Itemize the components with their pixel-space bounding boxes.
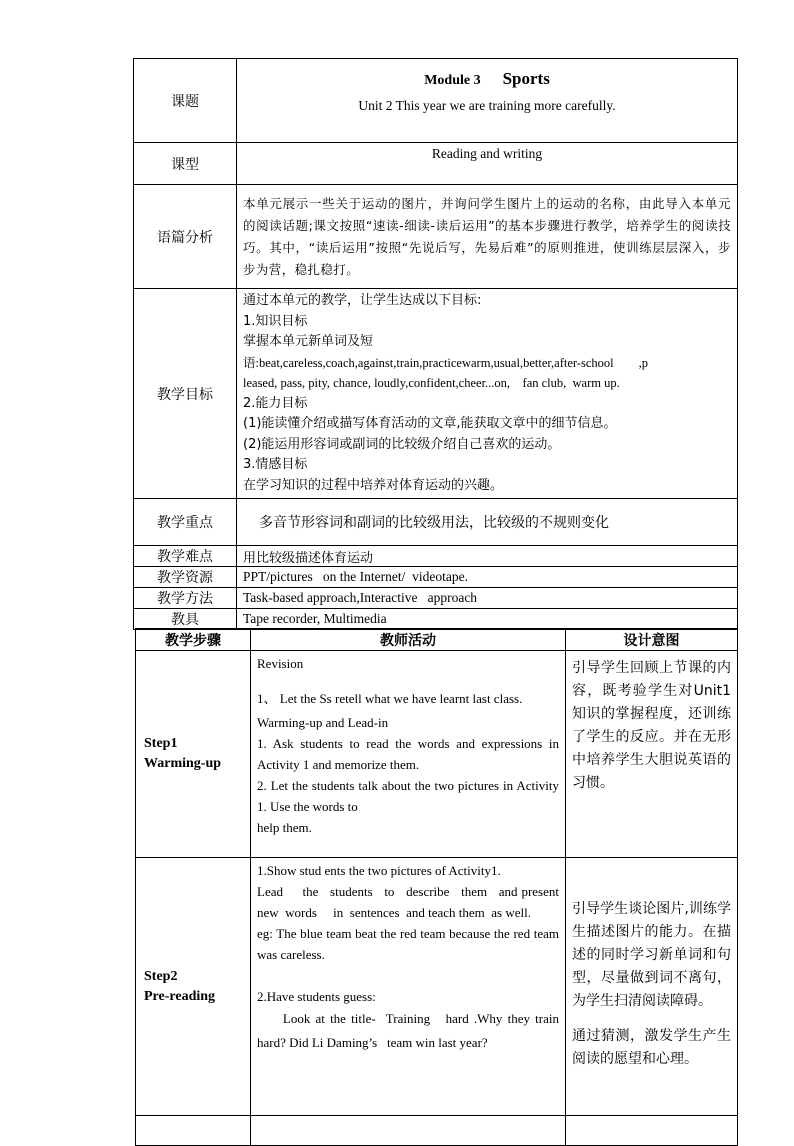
- label-key-points: 教学重点: [134, 499, 237, 546]
- label-resources: 教学资源: [134, 567, 237, 588]
- step1-revision: Revision: [257, 656, 304, 671]
- label-difficulties: 教学难点: [134, 546, 237, 567]
- step2-guess-heading: 2.Have students guess:: [257, 989, 376, 1004]
- step3-intent-partial: [566, 1116, 738, 1146]
- key-points: 多音节形容词和副词的比较级用法，比较级的不规则变化: [237, 499, 738, 546]
- objective-ability-1: (1)能读懂介绍或描写体育活动的文章,能获取文章中的细节信息。: [243, 416, 617, 431]
- module-number: Module 3: [424, 73, 481, 88]
- objective-heading-ability: 2.能力目标: [243, 395, 308, 411]
- step2-lead: Lead the students to describe them and present new words in sentences and teach them as well.: [257, 884, 566, 920]
- header-teacher-activity: 教师活动: [251, 629, 566, 651]
- row-difficulties: [134, 546, 738, 567]
- label-topic: 课题: [134, 59, 237, 143]
- row-type: [134, 143, 738, 185]
- step1-label: [136, 651, 251, 858]
- step2-design-intent: [566, 858, 738, 1116]
- step1-number: Step1: [144, 736, 178, 751]
- step2-guess-text: Look at the title- Training hard .Why they train hard? Did Li Daming’s team win last year?: [257, 1011, 563, 1050]
- step1-activity-2: 2. Let the students talk about the two pictures in Activity 1. Use the words to: [257, 778, 559, 814]
- teaching-steps-table: [135, 628, 738, 1146]
- module-title: Sports: [502, 69, 550, 88]
- row-methods: [134, 588, 738, 609]
- step2-show-pictures: 1.Show stud ents the two pictures of Activity1.: [257, 863, 501, 878]
- step1-activity-1: 1. Ask students to read the words and expressions in Activity 1 and memorize them.: [257, 736, 559, 772]
- step2-spacer: [257, 965, 559, 986]
- step2-intent-1: 引导学生谈论图片,训练学生描述图片的能力。在描述的同时学习新单词和句型，尽量做到词不离句，为学生扫清阅读障碍。: [572, 901, 731, 1009]
- objective-ability-2: (2)能运用形容词或副词的比较级介绍自己喜欢的运动。: [243, 436, 561, 452]
- step3-teacher-partial: [251, 1116, 566, 1146]
- row-key-points: [134, 499, 738, 546]
- vocabulary-line-1: 语:beat,careless,coach,against,train,practicewarm,usual,better,after-school ,p: [243, 355, 648, 370]
- header-design-intent: 设计意图: [566, 629, 738, 651]
- step2-number: Step2: [144, 968, 178, 984]
- label-teaching-aids: 教具: [134, 609, 237, 630]
- teaching-aids: Tape recorder, Multimedia: [237, 609, 738, 630]
- objectives-cell: [237, 289, 738, 499]
- step3-label-partial: [136, 1116, 251, 1146]
- step2-name: Pre-reading: [144, 988, 216, 1004]
- label-type: 课型: [134, 143, 237, 185]
- step1-retell: 1、 Let the Ss retell what we have learnt last class.: [257, 691, 523, 706]
- label-objectives: 教学目标: [134, 289, 237, 499]
- step1-row: [136, 651, 738, 858]
- methods: Task-based approach,Interactive approach: [237, 588, 738, 609]
- row-objectives: [134, 289, 738, 499]
- resources: PPT/pictures on the Internet/ videotape.: [237, 567, 738, 588]
- row-resources: [134, 567, 738, 588]
- text-analysis: 本单元展示一些关于运动的图片，并询问学生图片上的运动的名称，由此导入本单元的阅读话题;课文按照“速读-细读-读后运用”的基本步骤进行教学，培养学生的阅读技巧。其中，“读后运用”按照“先说后写，先易后难”的原则推进，使训练层层深入，步步为营，稳扎稳打。: [237, 185, 738, 289]
- step2-example: eg: The blue team beat the red team because the red team was careless.: [257, 926, 559, 962]
- step3-row-partial: [136, 1116, 738, 1146]
- header-step: 教学步骤: [136, 629, 251, 651]
- objective-heading-emotion: 3.情感目标: [243, 457, 308, 472]
- objective-heading-knowledge: 1.知识目标: [243, 313, 308, 329]
- vocabulary-line-2: leased, pass, pity, chance, loudly,confident,cheer...on, fan club, warm up.: [243, 376, 620, 390]
- step1-teacher-activity: [251, 651, 566, 858]
- label-methods: 教学方法: [134, 588, 237, 609]
- objective-emotion-text: 在学习知识的过程中培养对体育运动的兴趣。: [243, 477, 504, 493]
- step1-name: Warming-up: [144, 756, 222, 771]
- lesson-info-table: [133, 58, 738, 630]
- row-teaching-aids: [134, 609, 738, 630]
- topic-cell: [237, 59, 738, 143]
- label-text-analysis: 语篇分析: [134, 185, 237, 289]
- step2-row: [136, 858, 738, 1116]
- row-topic: [134, 59, 738, 143]
- step1-warmup-heading: Warming-up and Lead-in: [257, 715, 389, 730]
- difficulties: 用比较级描述体育运动: [237, 546, 738, 567]
- row-text-analysis: [134, 185, 738, 289]
- step2-intent-2: 通过猜测，激发学生产生阅读的愿望和心理。: [572, 1028, 731, 1067]
- lesson-type: Reading and writing: [237, 143, 738, 185]
- step1-design-intent: 引导学生回顾上节课的内容，既考验学生对Unit1 知识的掌握程度，还训练了学生的反应。并在无形中培养学生大胆说英语的习惯。: [566, 651, 738, 858]
- step2-teacher-activity: [251, 858, 566, 1116]
- objectives-intro: 通过本单元的教学，让学生达成以下目标:: [243, 293, 482, 308]
- unit-title: Unit 2 This year we are training more carefully.: [358, 98, 616, 113]
- steps-header-row: [136, 629, 738, 651]
- step2-label: [136, 858, 251, 1116]
- objective-knowledge-text: 掌握本单元新单词及短: [243, 334, 374, 349]
- step1-activity-2-end: help them.: [257, 820, 312, 835]
